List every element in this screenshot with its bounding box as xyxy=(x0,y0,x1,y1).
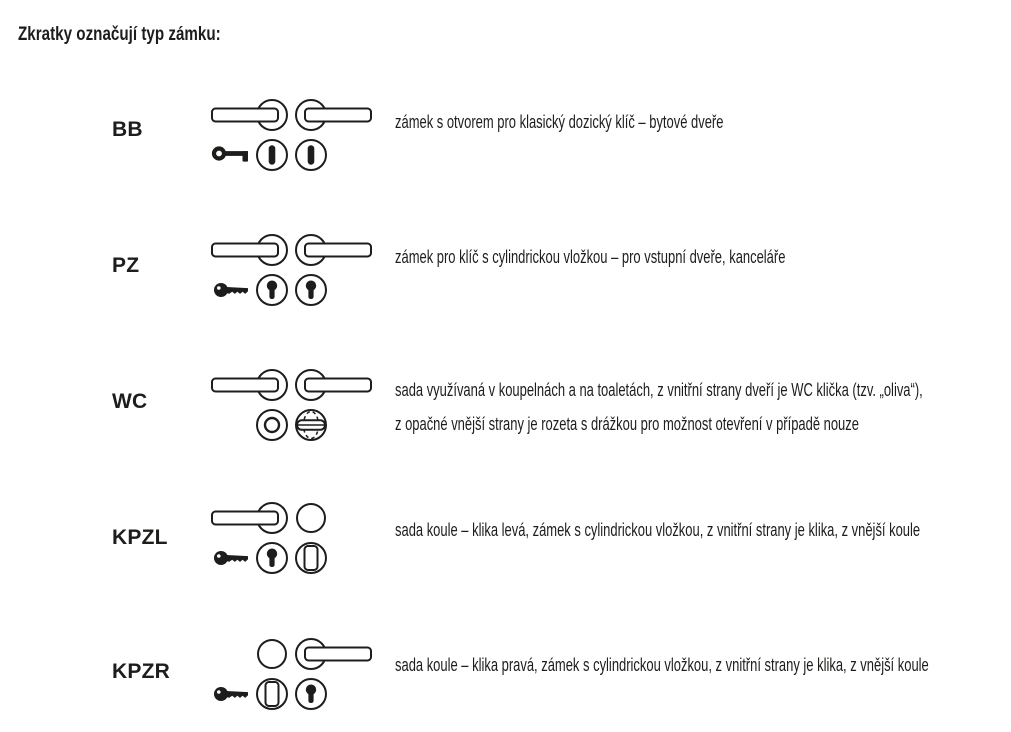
bb-keyhole-rosette-icon xyxy=(296,140,326,170)
lock-icon-set-kpzr xyxy=(205,634,385,714)
lever-handle-left-icon xyxy=(212,235,287,265)
lever-handle-right-icon xyxy=(296,639,371,669)
lock-icon-set-wc xyxy=(205,365,385,445)
lever-handle-right-icon xyxy=(296,370,371,400)
cylinder-key-icon xyxy=(214,283,248,297)
description-line: sada koule – klika pravá, zámek s cylindrickou vložkou, z vnitřní strany je klika, z vnější koule xyxy=(395,655,929,675)
description-line: sada využívaná v koupelnách a na toaletách, z vnitřní strany dveří je WC klička (tzv. „oliva“), xyxy=(395,380,923,400)
blind-rosette-icon xyxy=(257,679,287,709)
ball-knob-icon xyxy=(258,640,286,668)
lever-handle-left-icon xyxy=(212,100,287,130)
lock-description-wc xyxy=(395,373,923,441)
lever-handle-left-icon xyxy=(212,503,287,533)
lever-handle-right-icon xyxy=(296,235,371,265)
lock-description-kpzr xyxy=(395,648,929,682)
lock-code-label-pz: PZ xyxy=(112,254,140,277)
lock-icon-set-pz xyxy=(205,230,385,310)
classic-bit-key-icon xyxy=(214,149,248,162)
page-title: Zkratky označují typ zámku: xyxy=(18,24,221,45)
lock-description-kpzl xyxy=(395,513,920,547)
lock-icon-set-bb xyxy=(205,95,385,175)
pz-cylinder-rosette-icon xyxy=(257,275,287,305)
lock-code-label-bb: BB xyxy=(112,118,143,141)
lock-code-label-kpzr: KPZR xyxy=(112,660,170,683)
lock-code-label-wc: WC xyxy=(112,390,148,413)
pz-cylinder-rosette-icon xyxy=(257,543,287,573)
lock-description-pz xyxy=(395,240,785,274)
lever-handle-right-icon xyxy=(296,100,371,130)
cylinder-key-icon xyxy=(214,551,248,565)
lock-description-bb xyxy=(395,105,723,139)
cylinder-key-icon xyxy=(214,687,248,701)
lock-icon-set-kpzl xyxy=(205,498,385,578)
pz-cylinder-rosette-icon xyxy=(296,679,326,709)
ball-knob-icon xyxy=(297,504,325,532)
bb-keyhole-rosette-icon xyxy=(257,140,287,170)
wc-slot-rosette-icon xyxy=(296,410,326,440)
pz-cylinder-rosette-icon xyxy=(296,275,326,305)
description-line: z opačné vnější strany je rozeta s drážkou pro možnost otevření v případě nouze xyxy=(395,414,859,434)
lock-code-label-kpzl: KPZL xyxy=(112,526,168,549)
wc-turn-rosette-icon xyxy=(257,410,287,440)
blind-rosette-icon xyxy=(296,543,326,573)
description-line: zámek pro klíč s cylindrickou vložkou – pro vstupní dveře, kanceláře xyxy=(395,247,786,267)
description-line: zámek s otvorem pro klasický dozický klíč – bytové dveře xyxy=(395,112,724,132)
description-line: sada koule – klika levá, zámek s cylindrickou vložkou, z vnitřní strany je klika, z vnější koule xyxy=(395,520,921,540)
lever-handle-left-icon xyxy=(212,370,287,400)
